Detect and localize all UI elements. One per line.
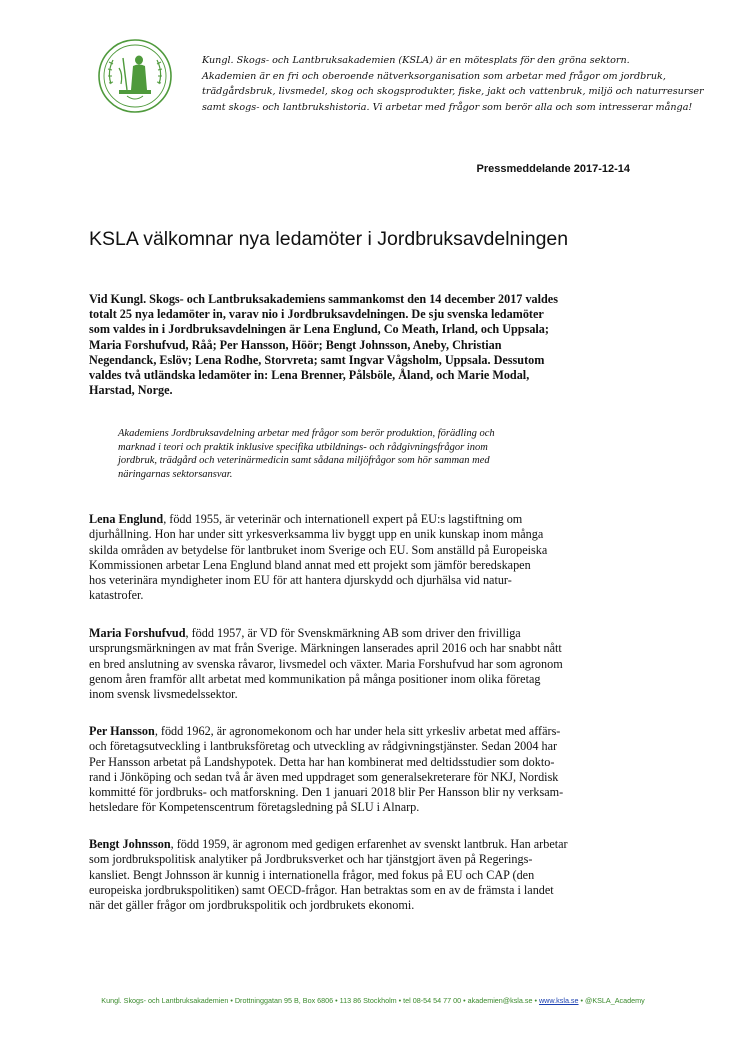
bio-maria-forshufvud bbox=[89, 626, 669, 702]
bio-first-line bbox=[89, 837, 669, 852]
intro-line: samt skogs- och lantbrukshistoria. Vi arbetar med frågor som berör alla och som intresserar många! bbox=[202, 101, 693, 113]
bio-bengt-johnsson bbox=[89, 837, 669, 913]
bio-line: Per Hansson arbetat på Landshypotek. Detta har han kombinerat med deltidsstudier som dokto- bbox=[89, 754, 555, 769]
bio-first-rest: , född 1955, är veterinär och internationell expert på EU:s lagstiftning om bbox=[163, 512, 523, 526]
lead-line: totalt 25 nya ledamöter in, varav nio i Jordbruksavdelningen. De sju svenska ledamöter bbox=[89, 307, 544, 322]
lead-line: som valdes in i Jordbruksavdelningen är Lena Englund, Co Meath, Irland, och Uppsala; bbox=[89, 322, 549, 337]
footer-social-handle: @KSLA_Academy bbox=[585, 996, 645, 1005]
bio-per-hansson bbox=[89, 724, 669, 816]
bio-line: en bred anslutning av svenska råvaror, livsmedel och växter. Maria Forshufvud har som agronom bbox=[89, 656, 563, 671]
footer-separator: • bbox=[578, 996, 586, 1005]
bio-line: rand i Jönköping och sedan två år även med uppdraget som generalsekreterare för NKJ, Nordisk bbox=[89, 769, 559, 784]
bio-line: kansliet. Bengt Johnsson är kunnig i internationella frågor, med fokus på EU och CAP (den bbox=[89, 867, 535, 882]
page-footer bbox=[0, 996, 746, 1005]
bio-name: Lena Englund bbox=[89, 512, 164, 526]
bio-line: Kommissionen arbetar Lena Englund bland annat med ett projekt som jämför beredskapen bbox=[89, 557, 531, 572]
bio-line: hetsledare för Kompetenscentrum företagsledning på SLU i Alnarp. bbox=[89, 800, 420, 815]
intro-line: Kungl. Skogs- och Lantbruksakademien (KSLA) är en mötesplats för den gröna sektorn. bbox=[202, 55, 630, 66]
bio-first-line bbox=[89, 724, 669, 739]
bio-first-rest: , född 1962, är agronomekonom och har under hela sitt yrkesliv arbetat med affärs- bbox=[154, 724, 561, 738]
bio-line: och företagsutveckling i lantbruksföretag och utveckling av rådgivningstjänster. Sedan 2004 har bbox=[89, 739, 558, 754]
bio-lena-englund bbox=[89, 512, 669, 604]
bio-first-line bbox=[89, 626, 669, 641]
lead-line: Maria Forshufvud, Råå; Per Hansson, Höör; Bengt Johnsson, Aneby, Christian bbox=[89, 337, 502, 352]
quote-line: näringarnas sektorsansvar. bbox=[118, 468, 233, 480]
bio-first-rest: , född 1957, är VD för Svenskmärkning AB som driver den frivilliga bbox=[185, 626, 521, 640]
department-description bbox=[118, 427, 638, 481]
website-link[interactable]: www.ksla.se bbox=[538, 996, 579, 1005]
quote-line: Akademiens Jordbruksavdelning arbetar med frågor som berör produktion, förädling och bbox=[118, 428, 495, 439]
bio-line: katastrofer. bbox=[89, 588, 144, 603]
academy-intro bbox=[202, 53, 712, 115]
ksla-seal-logo bbox=[97, 38, 173, 114]
intro-line: trädgårdsbruk, livsmedel, skog och skogsprodukter, fiske, jakt och vattenbruk, miljö och naturresurser bbox=[202, 86, 704, 98]
bio-line: som jordbrukspolitisk analytiker på Jordbruksverket och har tjänstgjort även på Regerings- bbox=[89, 852, 533, 867]
quote-line: jordbruk, trädgård och veterinärmedicin samt sådana miljöfrågor som hör samman med bbox=[118, 455, 490, 467]
lead-paragraph bbox=[89, 292, 669, 398]
bio-line: hos veterinära myndigheter inom EU för att hantera djurskydd och djurhälsa vid natur- bbox=[89, 573, 512, 588]
bio-name: Bengt Johnsson bbox=[89, 837, 171, 851]
quote-line: marknad i teori och praktik inklusive specifika utbildnings- och rådgivningsfrågor inom bbox=[118, 441, 488, 453]
bio-name: Per Hansson bbox=[89, 724, 155, 738]
bio-line: inom svensk livsmedelssektor. bbox=[89, 687, 238, 702]
lead-line: Negendanck, Eslöv; Lena Rodhe, Storvreta; samt Ingvar Vågsholm, Uppsala. Dessutom bbox=[89, 352, 545, 367]
bio-first-rest: , född 1959, är agronom med gedigen erfarenhet av svenskt lantbruk. Han arbetar bbox=[170, 837, 568, 851]
bio-line: ursprungsmärkningen av mat från Sverige. Märkningen lanserades april 2016 och har snabbt nått bbox=[89, 641, 562, 656]
bio-line: djurhållning. Hon har under sitt yrkesverksamma liv byggt upp en unik kunskap inom många bbox=[89, 527, 544, 542]
press-release-date: Pressmeddelande 2017-12-14 bbox=[476, 163, 630, 175]
lead-line: valdes två utländska ledamöter in: Lena Brenner, Pålsböle, Åland, och Marie Modal, bbox=[89, 368, 530, 383]
intro-line: Akademien är en fri och oberoende nätverksorganisation som arbetar med frågor om jordbruk, bbox=[202, 70, 666, 82]
bio-name: Maria Forshufvud bbox=[89, 626, 186, 640]
footer-address: Kungl. Skogs- och Lantbruksakademien • Drottninggatan 95 B, Box 6806 • 113 86 Stockholm • tel 08-54 54 77 00 • akademien@ksla.se • bbox=[101, 996, 539, 1005]
lead-line: Vid Kungl. Skogs- och Lantbruksakademiens sammankomst den 14 december 2017 valdes bbox=[89, 292, 558, 306]
bio-line: när det gäller frågor om jordbrukspolitik och jordbrukets ekonomi. bbox=[89, 898, 415, 913]
bio-line: kommitté för jordbruks- och matforskning. Den 1 januari 2018 blir Per Hansson blir ny verksam- bbox=[89, 785, 564, 800]
bio-line: europeiska jordbrukspolitiken) samt OECD-frågor. Han betraktas som en av de främsta i landet bbox=[89, 882, 554, 897]
bio-first-line bbox=[89, 512, 669, 527]
bio-line: genom åren framför allt arbetat med kommunikation på många positioner inom olika företag bbox=[89, 671, 541, 686]
bio-line: skilda områden av betydelse för lantbruket inom Sverige och EU. Som anställd på Europeiska bbox=[89, 542, 548, 557]
document-title: KSLA välkomnar nya ledamöter i Jordbruksavdelningen bbox=[89, 228, 569, 250]
lead-line: Harstad, Norge. bbox=[89, 383, 173, 398]
